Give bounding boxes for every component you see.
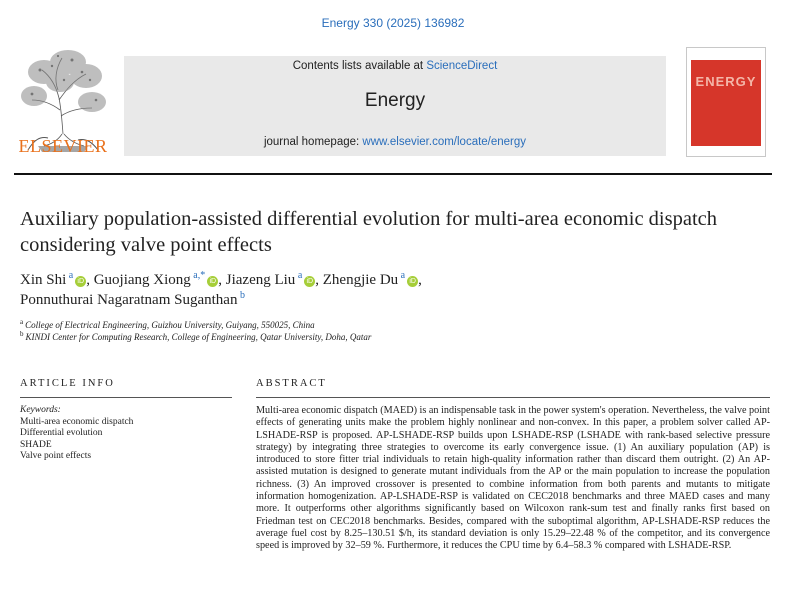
journal-homepage-link[interactable]: www.elsevier.com/locate/energy xyxy=(362,136,527,148)
keywords-label: Keywords: xyxy=(20,405,61,415)
affiliation-marker[interactable]: a xyxy=(295,270,303,281)
affiliation-marker[interactable]: b xyxy=(237,290,245,301)
author-name[interactable]: Zhengjie Du xyxy=(322,272,399,288)
author-separator: , xyxy=(315,272,323,288)
orcid-icon[interactable]: iD xyxy=(304,276,315,287)
affiliation-text: KINDI Center for Computing Research, College of Engineering, Qatar University, Doha, Qatar xyxy=(25,332,372,342)
abstract-text: Multi-area economic dispatch (MAED) is an indispensable task in the power system's operation. Nevertheless, the valve point effects of generating units make the problem highly nonlinear and non-convex. In this paper, a problem solver called AP-LSHADE-RSP is proposed. AP-LSHADE-RSP builds upon LSHADE-RSP (LSHADE with rank-based selective pressure strategy) by integrating three strategies to overcome its early convergence issue. (1) An auxiliary population (AP) is introduced to store fitter trial individuals to retain high-quality information rather than discard them outright. (2) An AP-assisted mutation is designed to generate mutant individuals from the AP or the main population to increase the population richness. (3) An improved crossover is presented to combine information from both parents and mutants to mitigate information homogenization. AP-LSHADE-RSP is validated on CEC2018 benchmarks and three MAED cases and many more. It outperforms other algorithms significantly based on Wilcoxon rank-sum test and finally ranks first based on Friedman test on CEC2018 benchmarks. Besides, compared with the suboptimal algorithm, AP-LSHADE-RSP reduces the average fuel cost by 8.25–130.51 $/h, its standard deviation is only 15.29–22.48 % of the competitor, and its convergence speed is improved by 32–59 %. Furthermore, it reduces the CPU time by 6.4–58.3 % compared with LSHADE-RSP. xyxy=(256,405,770,552)
affiliation-b xyxy=(20,332,371,343)
affiliation-text: College of Electrical Engineering, Guizhou University, Guiyang, 550025, China xyxy=(25,320,315,330)
author-name[interactable]: Xin Shi xyxy=(20,272,67,288)
journal-title: Energy xyxy=(364,90,426,111)
affiliation-mark: b xyxy=(20,330,24,338)
article-title: Auxiliary population-assisted differential evolution for multi-area economic dispatch considering valve point effects xyxy=(20,208,717,256)
author-list xyxy=(20,270,720,310)
homepage-prefix: journal homepage: xyxy=(263,136,363,148)
affiliation-marker[interactable]: a xyxy=(398,270,406,281)
keyword-item: Valve point effects xyxy=(20,451,92,461)
cover-red-panel xyxy=(691,60,761,146)
journal-header xyxy=(124,56,666,156)
article-info-divider xyxy=(20,397,232,398)
abstract-divider xyxy=(256,397,770,398)
keyword-item: SHADE xyxy=(20,439,52,450)
affiliation-mark: a xyxy=(20,318,24,326)
article-info-heading: ARTICLE INFO xyxy=(20,378,115,389)
journal-citation-link[interactable]: Energy 330 (2025) 136982 xyxy=(321,16,465,30)
author-name[interactable]: Guojiang Xiong xyxy=(93,272,191,288)
author-separator: , xyxy=(418,272,422,288)
publisher-name: ELSEVIER xyxy=(18,136,108,156)
affiliation-a xyxy=(20,320,315,331)
header-divider xyxy=(14,173,772,175)
contents-line xyxy=(124,60,666,72)
contents-prefix: Contents lists available at xyxy=(292,60,427,72)
cover-title: ENERGY xyxy=(695,74,757,89)
keywords-block xyxy=(20,405,230,463)
affiliation-marker[interactable]: a,* xyxy=(190,270,206,281)
orcid-icon[interactable]: iD xyxy=(207,276,218,287)
author-name[interactable]: Jiazeng Liu xyxy=(225,272,296,288)
author-name[interactable]: Ponnuthurai Nagaratnam Suganthan xyxy=(20,292,238,308)
abstract-heading: ABSTRACT xyxy=(256,378,327,389)
keyword-item: Differential evolution xyxy=(20,428,103,438)
sciencedirect-link[interactable]: ScienceDirect xyxy=(426,60,498,72)
homepage-line xyxy=(124,136,666,148)
orcid-icon[interactable]: iD xyxy=(75,276,86,287)
keyword-item: Multi-area economic dispatch xyxy=(20,416,134,427)
journal-cover-thumbnail[interactable] xyxy=(686,47,766,157)
author-separator: , xyxy=(218,272,226,288)
author-separator: , xyxy=(86,272,94,288)
affiliation-marker[interactable]: a xyxy=(66,270,74,281)
orcid-icon[interactable]: iD xyxy=(407,276,418,287)
